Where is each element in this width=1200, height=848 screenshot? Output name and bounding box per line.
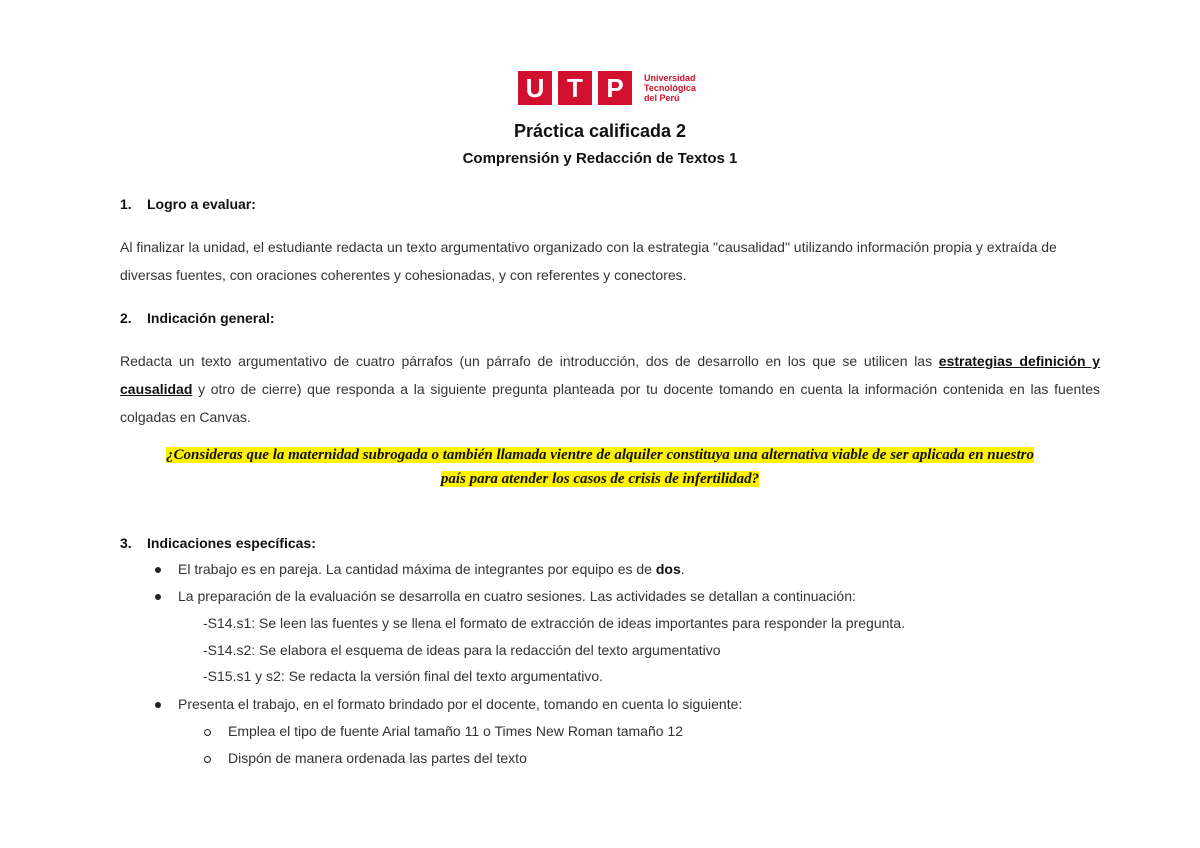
strategies-emphasis: estrategias definición y causalidad [120, 353, 1100, 397]
bullet-dot-icon [155, 702, 161, 708]
bullet-circle-icon [204, 729, 211, 736]
logo-line-2: Tecnológica [644, 83, 696, 93]
page-title: Práctica calificada 2 [513, 121, 687, 141]
page-subtitle: Comprensión y Redacción de Textos 1 [462, 150, 738, 167]
bullet-2: La preparación de la evaluación se desarrolla en cuatro sesiones. Las actividades se detallan a continuación: [178, 588, 856, 604]
logo-letter-u: U [518, 71, 552, 105]
section-1-number: 1. [120, 196, 132, 212]
section-1-heading [120, 196, 256, 212]
session-item-3: -S15.s1 y s2: Se redacta la versión final del texto argumentativo. [203, 668, 603, 684]
bullet-3: Presenta el trabajo, en el formato brindado por el docente, tomando en cuenta lo siguiente: [178, 696, 743, 712]
bullet-dot-icon [155, 567, 161, 573]
section-3-heading [120, 535, 316, 551]
bullet-circle-icon [204, 756, 211, 763]
sub-bullet-1: Emplea el tipo de fuente Arial tamaño 11 o Times New Roman tamaño 12 [228, 723, 683, 739]
logo-letter-t: T [558, 71, 592, 105]
section-2-paragraph [120, 347, 1100, 431]
bullet-dot-icon [155, 594, 161, 600]
section-2-text-start: Redacta un texto argumentativo de cuatro párrafos (un párrafo de introducción, dos de desarrollo en los que se utilicen las [120, 353, 939, 369]
section-1-paragraph: Al finalizar la unidad, el estudiante redacta un texto argumentativo organizado con la estrategia "causalidad" utilizando información propia y extraída de diversas fuentes, con oraciones coherentes y cohesionadas, y con referentes y conectores. [120, 239, 1057, 283]
logo-wordmark [644, 73, 696, 103]
highlighted-question [100, 443, 1100, 491]
section-1-title: Logro a evaluar: [147, 196, 256, 212]
logo-letter-p: P [598, 71, 632, 105]
sub-bullet-2: Dispón de manera ordenada las partes del texto [228, 750, 527, 766]
logo-line-3: del Perú [644, 93, 680, 103]
bullet-1-text: El trabajo es en pareja. La cantidad máxima de integrantes por equipo es de [178, 561, 656, 577]
section-2-number: 2. [120, 310, 132, 326]
section-2-title: Indicación general: [147, 310, 275, 326]
question-line-1: ¿Consideras que la maternidad subrogada o también llamada vientre de alquiler constituya una alternativa viable de ser aplicada en nuestro [166, 447, 1034, 463]
section-3-number: 3. [120, 535, 132, 551]
section-3-title: Indicaciones específicas: [147, 535, 316, 551]
session-item-1: -S14.s1: Se leen las fuentes y se llena el formato de extracción de ideas importantes para responder la pregunta. [203, 615, 905, 631]
section-2-heading [120, 310, 275, 326]
bullet-1 [178, 561, 685, 577]
utp-logo [518, 70, 696, 106]
bullet-1-bold: dos [655, 561, 681, 577]
bullet-1-end: . [680, 561, 685, 577]
session-item-2: -S14.s2: Se elabora el esquema de ideas para la redacción del texto argumentativo [203, 642, 721, 658]
question-line-2: país para atender los casos de crisis de infertilidad? [440, 471, 760, 487]
logo-line-1: Universidad [644, 73, 696, 83]
section-2-text-end: y otro de cierre) que responda a la siguiente pregunta planteada por tu docente tomando en cuenta la información contenida en las fuentes colgadas en Canvas. [120, 381, 1100, 425]
